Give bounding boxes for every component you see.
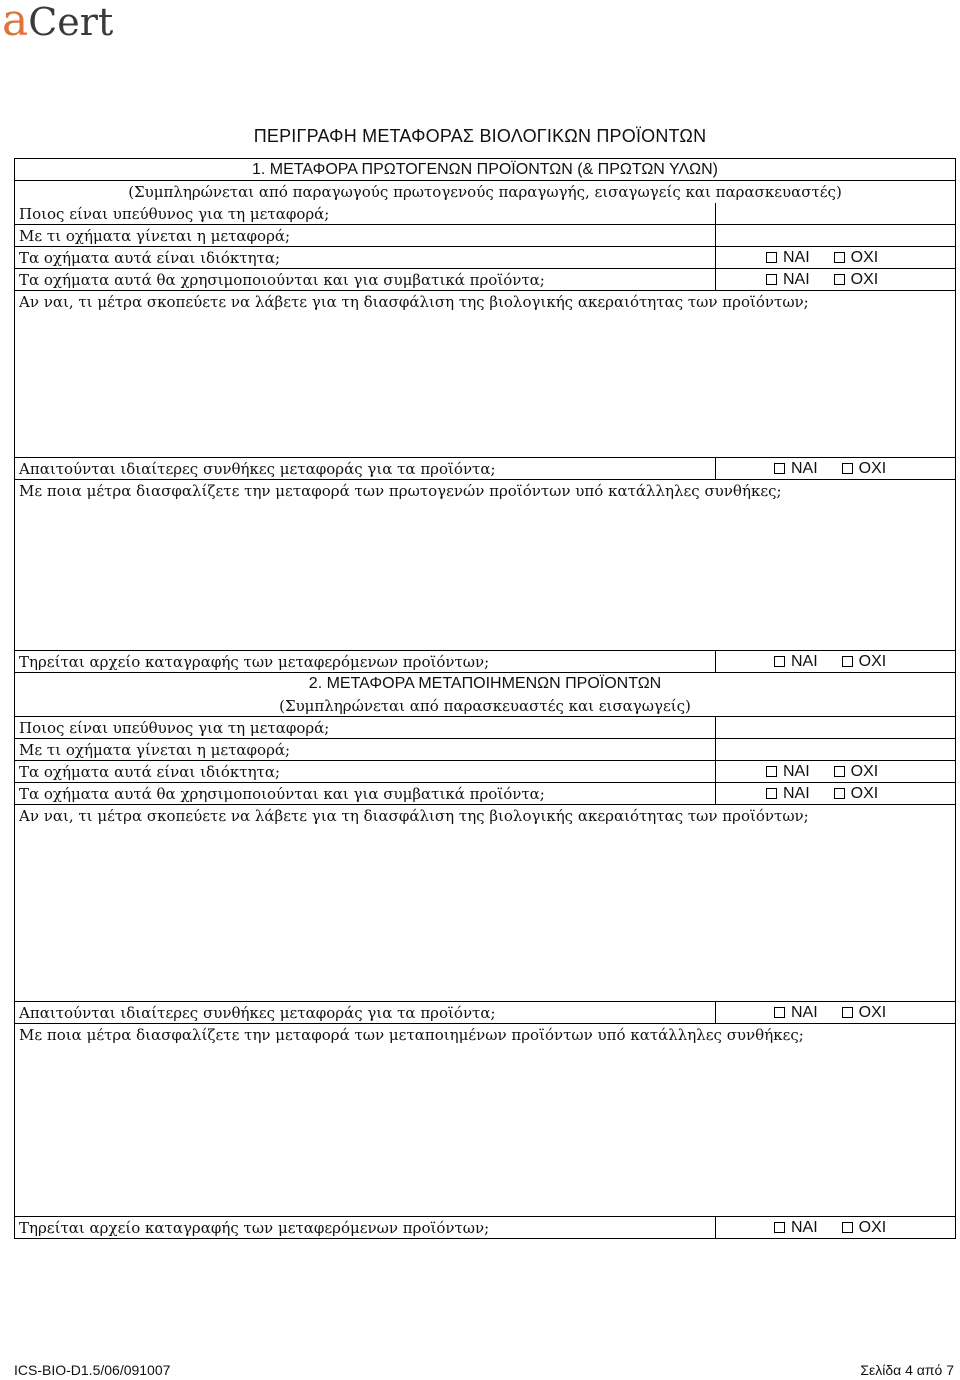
s1-conventional-no[interactable] (834, 269, 879, 291)
acert-logo (2, 0, 114, 46)
no-label: ΟΧΙ (850, 270, 879, 288)
s2-conventional-yes[interactable] (766, 783, 810, 805)
section2-heading: 2. ΜΕΤΑΦΟΡΑ ΜΕΤΑΠΟΙΗΜΕΝΩΝ ΠΡΟΪΟΝΤΩΝ (308, 675, 662, 692)
section2-subheading: (Συμπληρώνεται από παρασκευαστές και εισαγωγείς) (279, 697, 691, 715)
s1-conventional-label: Τα οχήματα αυτά θα χρησιμοποιούνται και για συμβατικά προϊόντα; (19, 271, 545, 289)
checkbox-icon[interactable] (766, 274, 777, 285)
yes-label: ΝΑΙ (791, 652, 818, 670)
section1-heading: 1. ΜΕΤΑΦΟΡΑ ΠΡΩΤΟΓΕΝΩΝ ΠΡΟΪΟΝΤΩΝ (& ΠΡΩΤΩΝ ΥΛΩΝ) (252, 161, 718, 178)
s2-ensure-label: Με ποια μέτρα διασφαλίζετε την μεταφορά των μεταποιημένων προϊόντων υπό κατάλληλες συνθήκες; (19, 1026, 804, 1044)
s2-vehicles-field[interactable] (715, 739, 955, 760)
s1-responsible-field[interactable] (715, 203, 955, 224)
checkbox-icon[interactable] (842, 1007, 853, 1018)
s1-owned-yes[interactable] (766, 247, 810, 269)
s1-conventional-yes[interactable] (766, 269, 810, 291)
s2-special-answer (715, 1002, 955, 1023)
checkbox-icon[interactable] (834, 252, 845, 263)
s1-special-row (15, 458, 955, 480)
s1-record-yes[interactable] (774, 651, 818, 673)
s2-record-no[interactable] (842, 1217, 887, 1239)
s1-record-no[interactable] (842, 651, 887, 673)
s1-record-answer (715, 651, 955, 672)
s1-measures-row (15, 291, 955, 313)
s2-vehicles-row (15, 739, 955, 761)
checkbox-icon[interactable] (834, 788, 845, 799)
s1-vehicles-row (15, 225, 955, 247)
s2-conventional-label: Τα οχήματα αυτά θα χρησιμοποιούνται και για συμβατικά προϊόντα; (19, 785, 545, 803)
yes-label: ΝΑΙ (791, 1218, 818, 1236)
s2-responsible-label: Ποιος είναι υπεύθυνος για τη μεταφορά; (19, 719, 330, 737)
no-label: ΟΧΙ (858, 652, 887, 670)
s1-owned-answer (715, 247, 955, 268)
no-label: ΟΧΙ (850, 784, 879, 802)
s2-record-answer (715, 1217, 955, 1238)
s1-special-no[interactable] (842, 458, 887, 480)
checkbox-icon[interactable] (774, 656, 785, 667)
section1-heading-row (15, 159, 955, 181)
s2-special-row (15, 1002, 955, 1024)
document-title: ΠΕΡΙΓΡΑΦΗ ΜΕΤΑΦΟΡΑΣ ΒΙΟΛΟΓΙΚΩΝ ΠΡΟΪΟΝΤΩΝ (253, 126, 707, 146)
s2-owned-yes[interactable] (766, 761, 810, 783)
s2-responsible-field[interactable] (715, 717, 955, 738)
s2-record-row (15, 1217, 955, 1239)
s2-record-yes[interactable] (774, 1217, 818, 1239)
section2-subheading-row (15, 695, 955, 717)
s1-owned-no[interactable] (834, 247, 879, 269)
s2-measures-row (15, 805, 955, 827)
checkbox-icon[interactable] (834, 766, 845, 777)
s2-owned-answer (715, 761, 955, 782)
yes-label: ΝΑΙ (783, 784, 810, 802)
s1-responsible-label: Ποιος είναι υπεύθυνος για τη μεταφορά; (19, 205, 330, 223)
s1-ensure-row (15, 480, 955, 502)
s1-measures-field[interactable] (15, 313, 955, 458)
s2-ensure-field[interactable] (15, 1046, 955, 1217)
s1-responsible-row (15, 203, 955, 225)
checkbox-icon[interactable] (774, 1007, 785, 1018)
s1-record-row (15, 651, 955, 673)
s1-ensure-field[interactable] (15, 502, 955, 651)
s1-record-label: Τηρείται αρχείο καταγραφής των μεταφερόμενων προϊόντων; (19, 653, 490, 671)
yes-label: ΝΑΙ (791, 459, 818, 477)
s2-ensure-row (15, 1024, 955, 1046)
s1-conventional-answer (715, 269, 955, 290)
checkbox-icon[interactable] (842, 463, 853, 474)
s1-special-answer (715, 458, 955, 479)
logo-cert: Cert (28, 0, 114, 44)
no-label: ΟΧΙ (858, 1218, 887, 1236)
s1-ensure-label: Με ποια μέτρα διασφαλίζετε την μεταφορά των πρωτογενών προϊόντων υπό κατάλληλες συνθήκες; (19, 482, 782, 500)
checkbox-icon[interactable] (842, 656, 853, 667)
s2-special-label: Απαιτούνται ιδιαίτερες συνθήκες μεταφοράς για τα προϊόντα; (19, 1004, 496, 1022)
no-label: ΟΧΙ (858, 459, 887, 477)
section1-subheading-row (15, 181, 955, 203)
checkbox-icon[interactable] (774, 463, 785, 474)
yes-label: ΝΑΙ (783, 270, 810, 288)
no-label: ΟΧΙ (858, 1003, 887, 1021)
s2-conventional-no[interactable] (834, 783, 879, 805)
s2-owned-label: Τα οχήματα αυτά είναι ιδιόκτητα; (19, 763, 281, 781)
s2-responsible-row (15, 717, 955, 739)
checkbox-icon[interactable] (834, 274, 845, 285)
transport-form (14, 158, 956, 1239)
s1-vehicles-field[interactable] (715, 225, 955, 246)
no-label: ΟΧΙ (850, 762, 879, 780)
checkbox-icon[interactable] (766, 788, 777, 799)
s2-conventional-answer (715, 783, 955, 804)
s2-record-label: Τηρείται αρχείο καταγραφής των μεταφερόμενων προϊόντων; (19, 1219, 490, 1237)
s1-special-label: Απαιτούνται ιδιαίτερες συνθήκες μεταφοράς για τα προϊόντα; (19, 460, 496, 478)
section2-heading-row (15, 673, 955, 695)
s2-measures-field[interactable] (15, 827, 955, 1002)
no-label: ΟΧΙ (850, 248, 879, 266)
yes-label: ΝΑΙ (783, 248, 810, 266)
page-number: Σελίδα 4 από 7 (860, 1362, 954, 1378)
s2-measures-label: Αν ναι, τι μέτρα σκοπεύετε να λάβετε για τη διασφάλιση της βιολογικής ακεραιότητας των προϊόντων; (19, 807, 809, 825)
checkbox-icon[interactable] (842, 1222, 853, 1233)
s1-owned-row (15, 247, 955, 269)
document-code: ICS-BIO-D1.5/06/091007 (14, 1362, 171, 1378)
section1-subheading: (Συμπληρώνεται από παραγωγούς πρωτογενούς παραγωγής, εισαγωγείς και παρασκευαστές) (128, 183, 842, 201)
yes-label: ΝΑΙ (783, 762, 810, 780)
checkbox-icon[interactable] (774, 1222, 785, 1233)
logo-a: a (2, 0, 29, 46)
s1-measures-label: Αν ναι, τι μέτρα σκοπεύετε να λάβετε για τη διασφάλιση της βιολογικής ακεραιότητας των προϊόντων; (19, 293, 809, 311)
s2-owned-no[interactable] (834, 761, 879, 783)
s1-owned-label: Τα οχήματα αυτά είναι ιδιόκτητα; (19, 249, 281, 267)
s1-special-yes[interactable] (774, 458, 818, 480)
s2-conventional-row (15, 783, 955, 805)
yes-label: ΝΑΙ (791, 1003, 818, 1021)
s2-vehicles-label: Με τι οχήματα γίνεται η μεταφορά; (19, 741, 291, 759)
s2-owned-row (15, 761, 955, 783)
checkbox-icon[interactable] (766, 766, 777, 777)
s2-special-no[interactable] (842, 1002, 887, 1024)
s2-special-yes[interactable] (774, 1002, 818, 1024)
checkbox-icon[interactable] (766, 252, 777, 263)
s1-conventional-row (15, 269, 955, 291)
s1-vehicles-label: Με τι οχήματα γίνεται η μεταφορά; (19, 227, 291, 245)
